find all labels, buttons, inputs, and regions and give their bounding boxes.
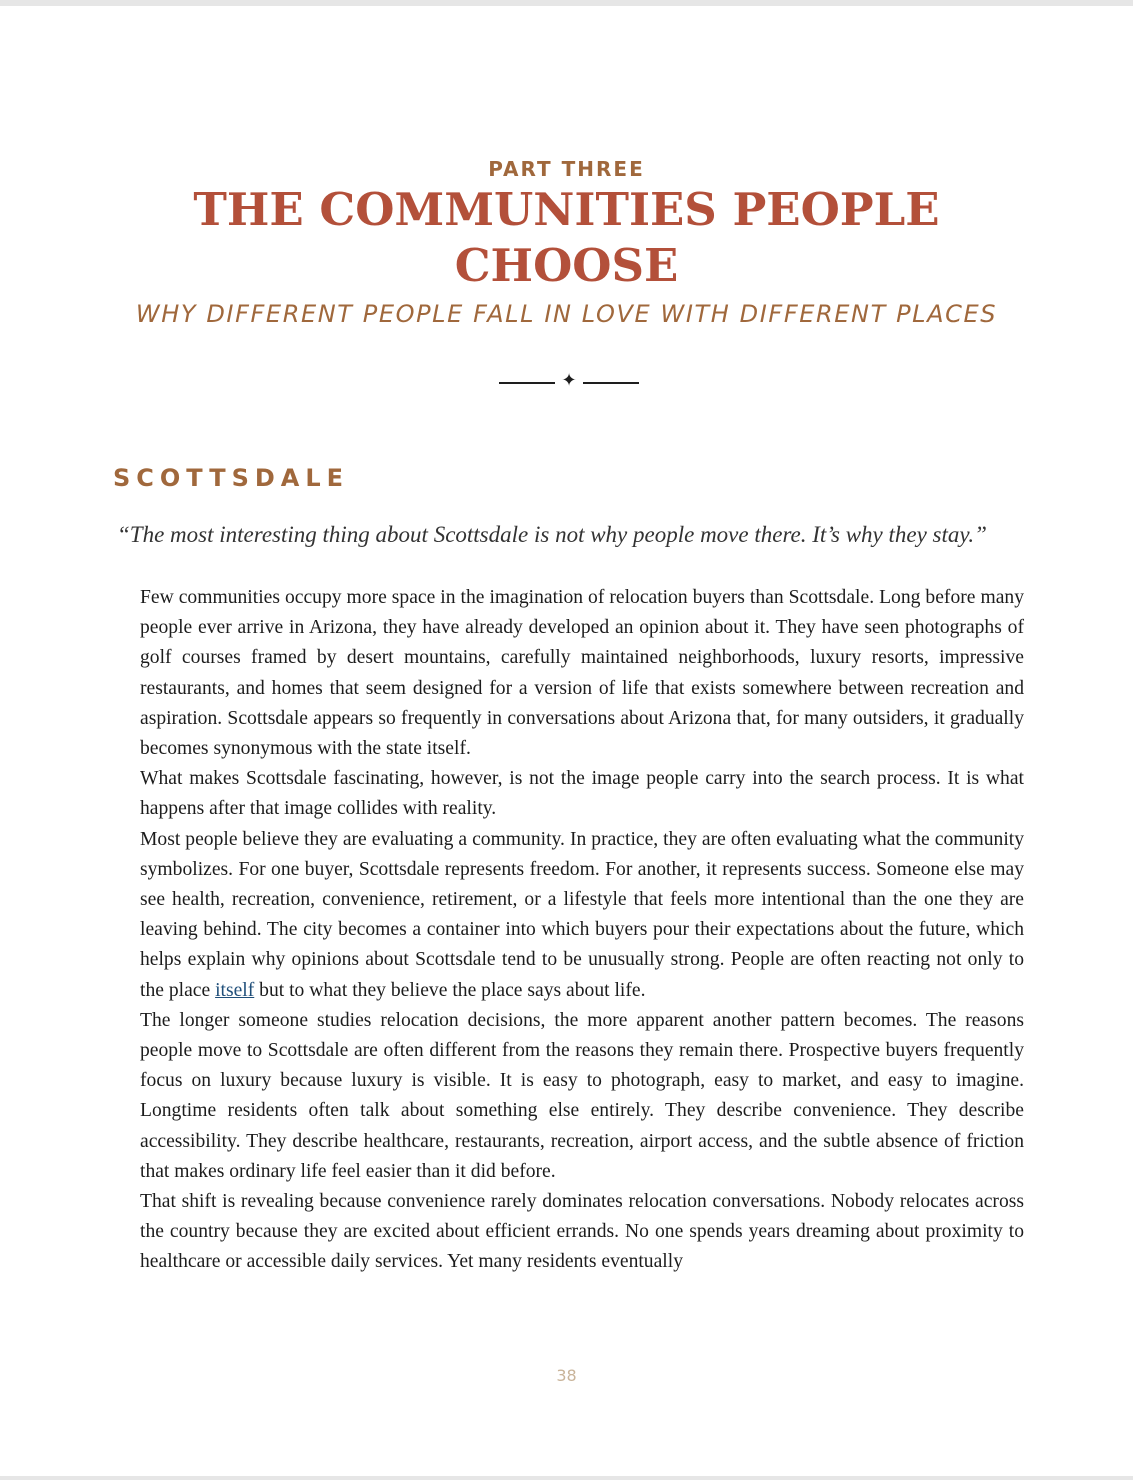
divider-line-left [499,382,555,384]
divider-ornament [499,372,639,394]
paragraph-2: What makes Scottsdale fascinating, however, is not the image people carry into the search process. It is what happens after that image collides with reality. [140,768,1024,820]
paragraph-3 [140,825,1024,1006]
epigraph-quote: “The most interesting thing about Scottsdale is not why people move there. It’s why they stay.” [117,522,987,547]
itself-link[interactable]: itself [215,979,255,1001]
chapter-subtitle: WHY DIFFERENT PEOPLE FALL IN LOVE WITH DIFFERENT PLACES [135,300,998,328]
chapter-title-line-1: THE COMMUNITIES PEOPLE [193,183,940,236]
chapter-title-line-2: CHOOSE [454,239,679,292]
chapter-title [0,182,1133,294]
paragraph-1: Few communities occupy more space in the imagination of relocation buyers than Scottsdale. Long before many people ever arrive in Arizona, they have already developed an opinion about it. They have seen photographs of golf courses framed by desert mountains, carefully maintained neighborhoods, luxury resorts, impressive restaurants, and homes that seem designed for a version of life that exists somewhere between recreation and aspiration. Scottsdale appears so frequently in conversations about Arizona that, for many outsiders, it gradually becomes synonymous with the state itself. [140,587,1024,760]
paragraph-3-text-after: but to what they believe the place says about life. [254,979,646,1001]
paragraph-4: The longer someone studies relocation decisions, the more apparent another pattern becomes. The reasons people move to Scottsdale are often different from the reasons they remain there. Prospective buyers frequently focus on luxury because luxury is visible. It is easy to photograph, easy to market, and easy to imagine. Longtime residents often talk about something else entirely. They describe convenience. They describe accessibility. They describe healthcare, restaurants, recreation, airport access, and the subtle absence of friction that makes ordinary life feel easier than it did before. [140,1009,1024,1182]
paragraph-3-text-before: Most people believe they are evaluating a community. In practice, they are often evaluating what the community symbolizes. For one buyer, Scottsdale represents freedom. For another, it represents success. Someone else may see health, recreation, convenience, retirement, or a lifestyle that feels more intentional than the one they are leaving behind. The city becomes a container into which buyers pour their expectations about the future, which helps explain why opinions about Scottsdale tend to be unusually strong. People are often reacting not only to the place [140,828,1024,1001]
star-icon: ✦ [561,370,577,391]
part-label: PART THREE [488,157,645,181]
body-text [140,583,1024,1278]
divider-line-right [583,382,639,384]
page-number: 38 [556,1366,577,1385]
page-top-edge [0,0,1133,6]
section-heading: SCOTTSDALE [113,464,350,492]
page-bottom-edge [0,1476,1133,1480]
paragraph-5: That shift is revealing because convenience rarely dominates relocation conversations. Nobody relocates across the country because they are excited about efficient errands. No one spends years dreaming about proximity to healthcare or accessible daily services. Yet many residents eventually [140,1191,1024,1273]
